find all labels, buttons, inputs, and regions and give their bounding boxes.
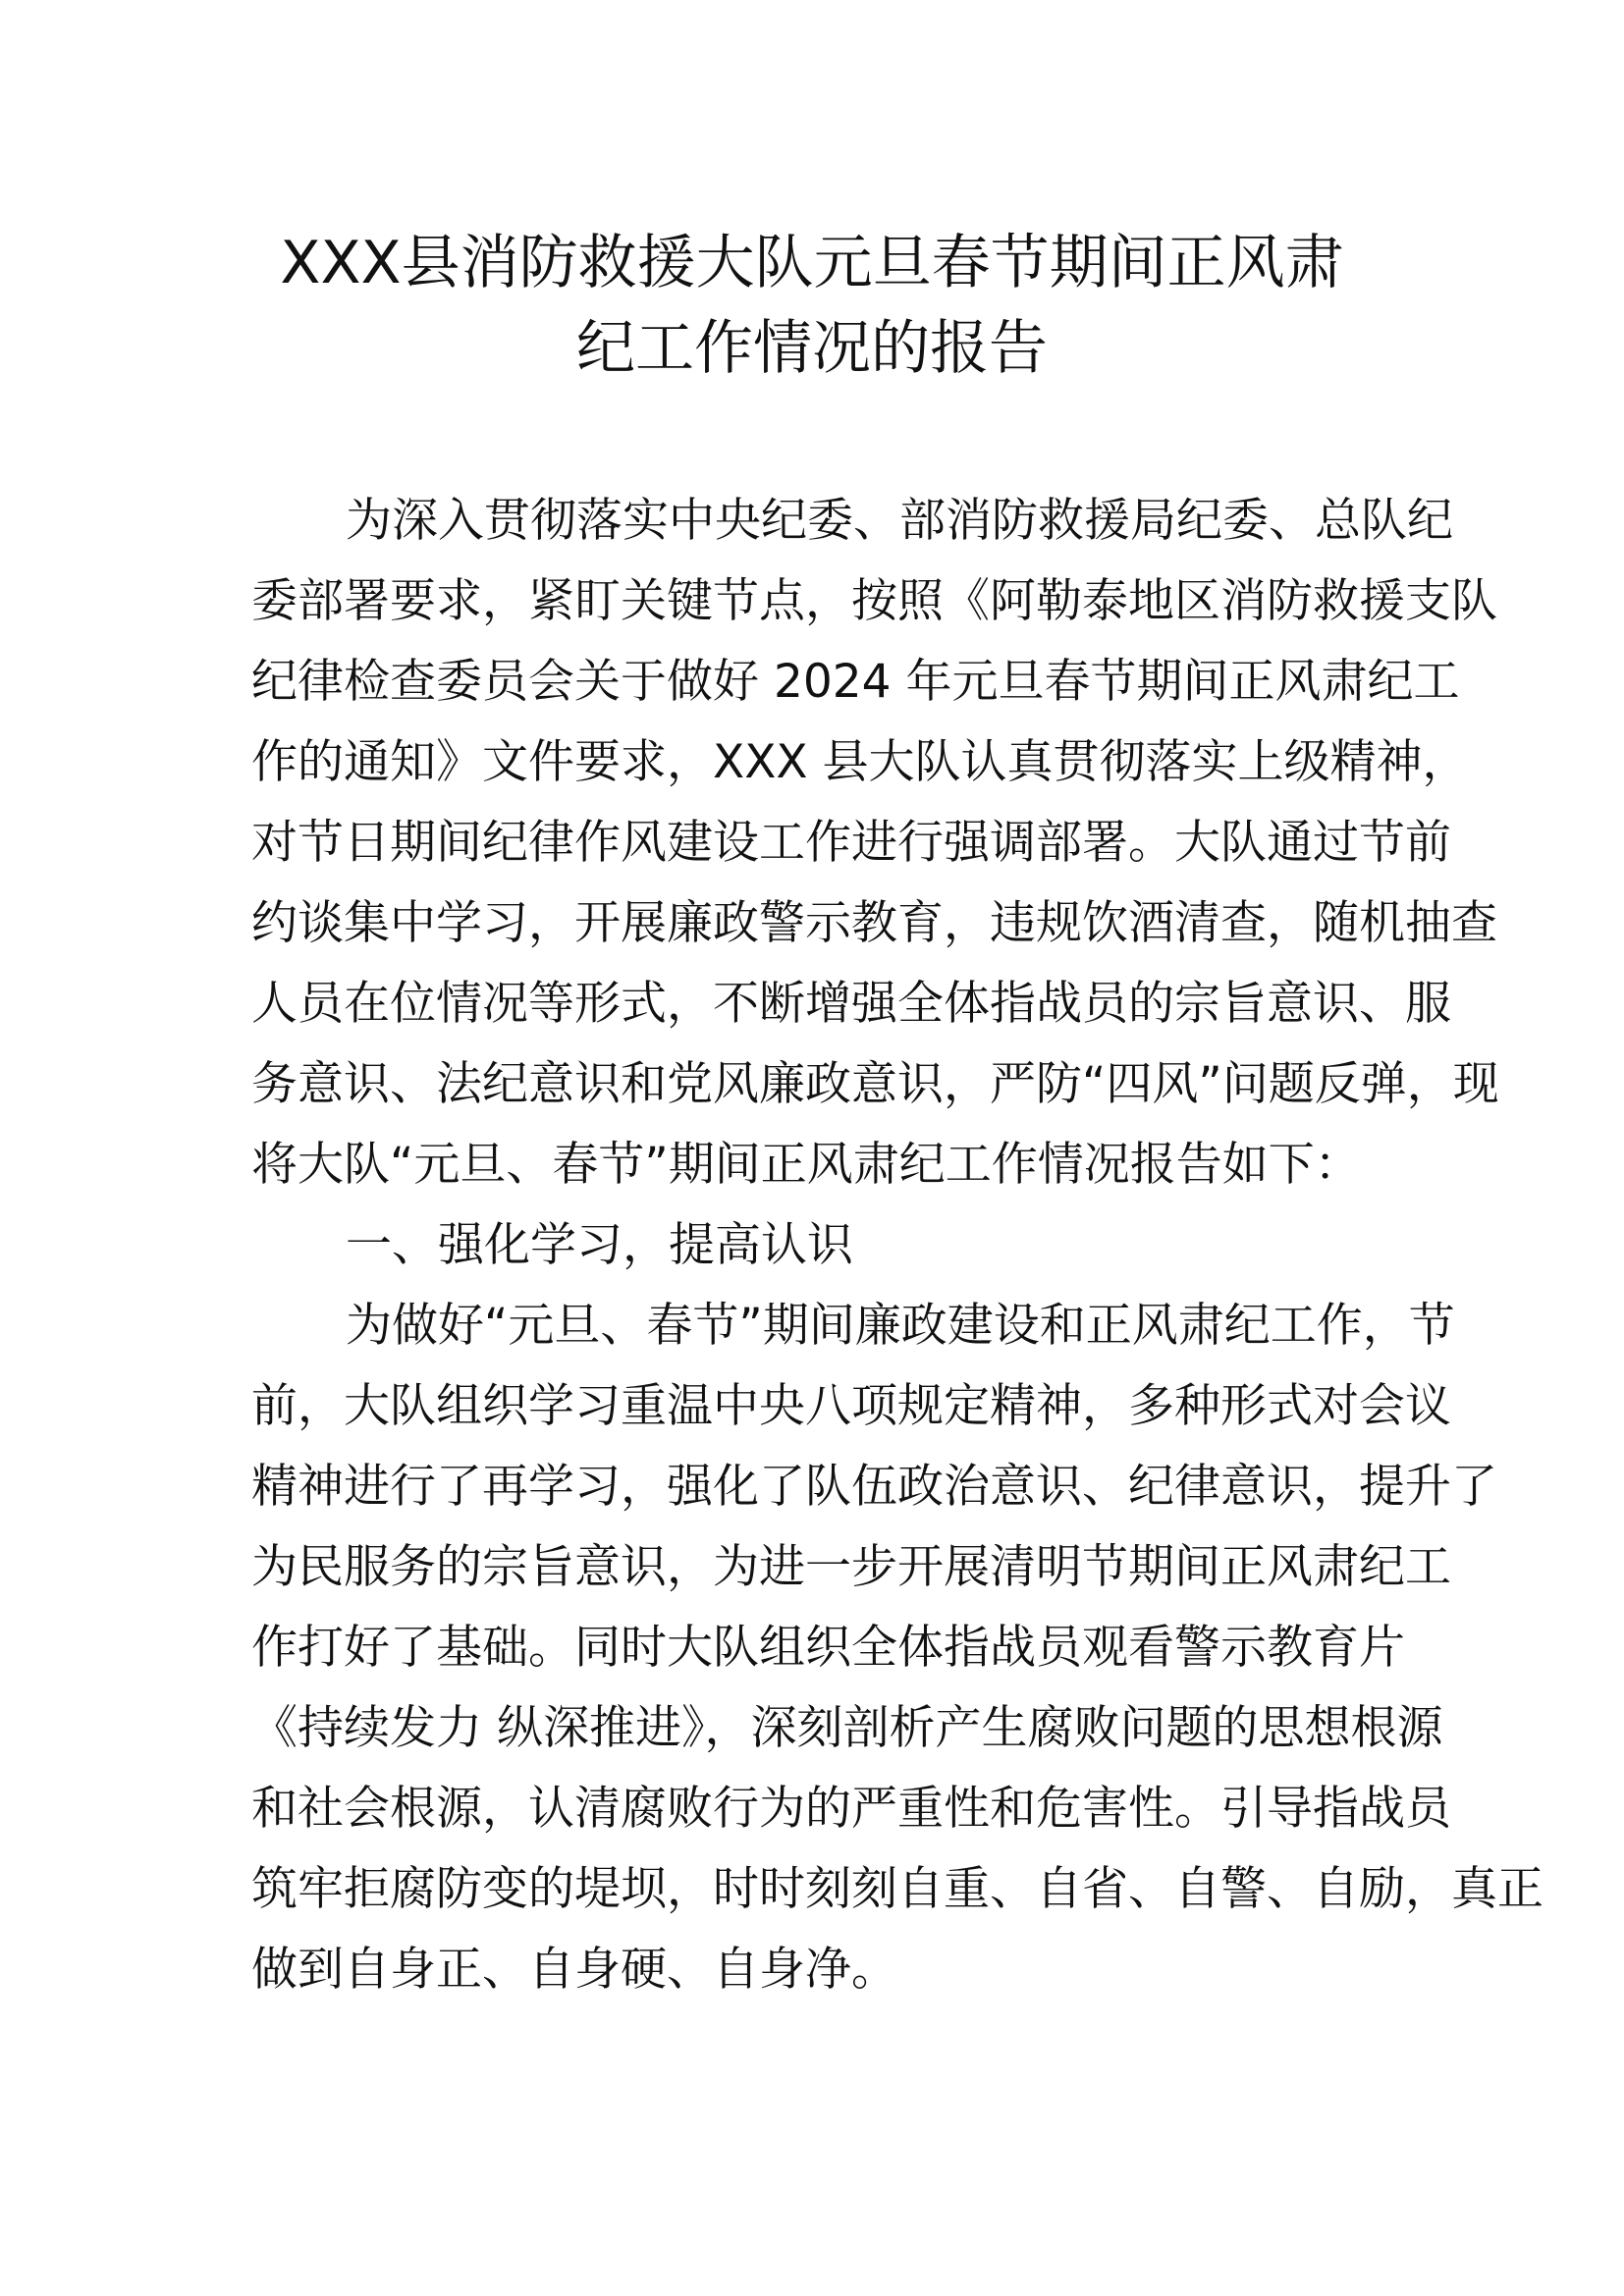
- text-line: 为做好“元旦、春节”期间廉政建设和正风肃纪工作，节: [346, 1299, 1455, 1353]
- text-line: 筑牢拒腐防变的堤坝，时时刻刻自重、自省、自警、自励，真正: [251, 1862, 1543, 1916]
- text-line: 《持续发力 纵深推进》，深刻剖析产生腐败问题的思想根源: [251, 1701, 1443, 1755]
- text-line: 精神进行了再学习，强化了队伍政治意识、纪律意识，提升了: [251, 1460, 1497, 1514]
- text-line: 纪律检查委员会关于做好 2024 年元旦春节期间正风肃纪工: [251, 655, 1460, 709]
- text-line: 为深入贯彻落实中央纪委、部消防救援局纪委、总队纪: [346, 494, 1453, 548]
- text-line: 将大队“元旦、春节”期间正风肃纪工作情况报告如下：: [251, 1138, 1361, 1192]
- text-line: 作打好了基础。同时大队组织全体指战员观看警示教育片: [251, 1621, 1405, 1675]
- text-line: 为民服务的宗旨意识，为进一步开展清明节期间正风肃纪工: [251, 1540, 1451, 1594]
- text-line: 一、强化学习，提高认识: [346, 1218, 853, 1272]
- text-line: 做到自身正、自身硬、自身净。: [251, 1943, 897, 1997]
- text-line: 务意识、法纪意识和党风廉政意识，严防“四风”问题反弹，现: [251, 1057, 1499, 1111]
- text-line: 委部署要求，紧盯关键节点，按照《阿勒泰地区消防救援支队: [251, 574, 1497, 628]
- document-title-line-1: XXX县消防救援大队元旦春节期间正风肃: [280, 229, 1344, 297]
- text-line: 约谈集中学习，开展廉政警示教育，违规饮酒清查，随机抽查: [251, 896, 1497, 950]
- text-line: 作的通知》文件要求，XXX 县大队认真贯彻落实上级精神，: [251, 735, 1469, 789]
- text-line: 和社会根源，认清腐败行为的严重性和危害性。引导指战员: [251, 1782, 1451, 1836]
- text-line: 前，大队组织学习重温中央八项规定精神，多种形式对会议: [251, 1379, 1451, 1433]
- document-title-line-2: 纪工作情况的报告: [576, 314, 1048, 383]
- text-line: 对节日期间纪律作风建设工作进行强调部署。大队通过节前: [251, 816, 1451, 870]
- text-line: 人员在位情况等形式，不断增强全体指战员的宗旨意识、服: [251, 977, 1451, 1031]
